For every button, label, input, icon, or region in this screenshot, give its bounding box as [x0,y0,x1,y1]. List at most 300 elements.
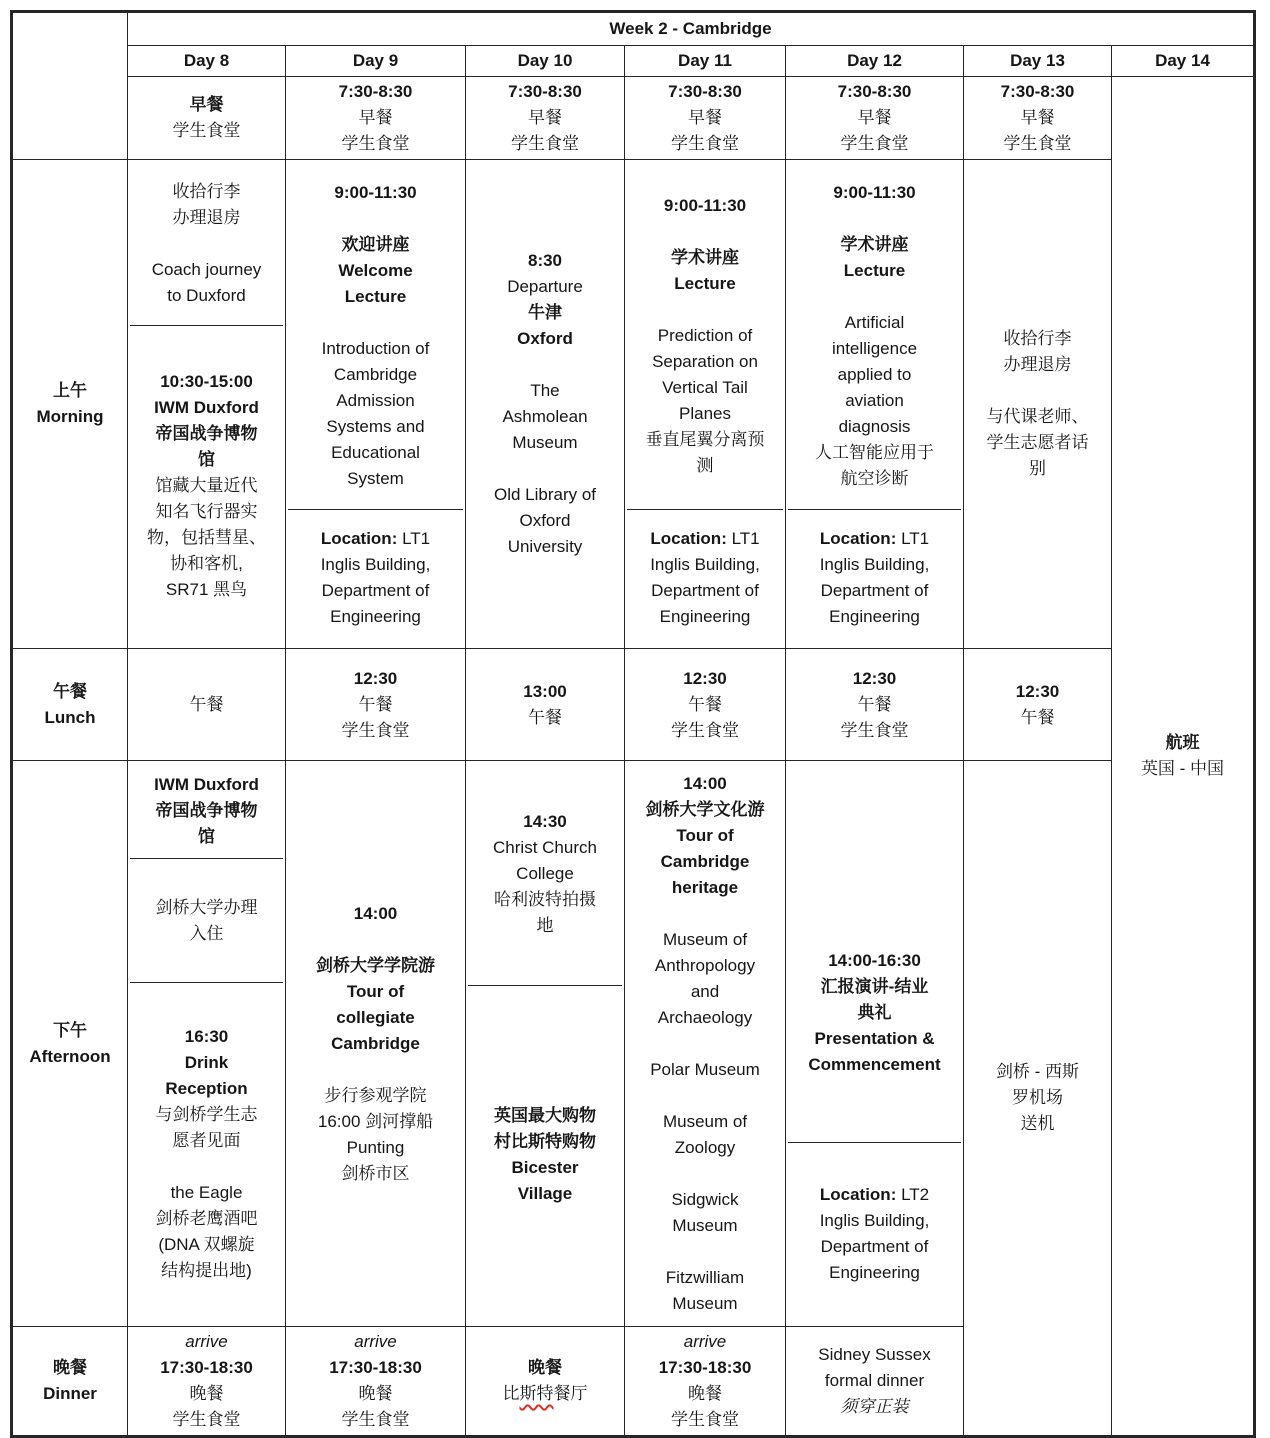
row-breakfast [12,77,1255,160]
lunch-day13 [964,649,1112,761]
text-segment: Presentation & [814,1028,935,1048]
text-segment: Lecture [344,286,407,306]
text-segment: 早餐 [688,108,722,127]
day-header-12 [786,46,964,77]
text-line [839,414,911,440]
text-segment: Location: [320,529,398,548]
text-line [650,526,759,552]
text-segment: 学生食堂 [840,720,909,740]
text-segment: 知名飞行器实 [155,502,258,521]
text-line [288,1407,463,1433]
text-line [288,1109,463,1135]
text-line [288,1161,463,1187]
text-line [288,1355,463,1381]
dinner-day8 [128,1327,286,1437]
text-line [154,395,259,421]
text-line [627,1135,783,1161]
text-segment: 10:30-15:00 [160,372,253,391]
text-segment: Artificial [844,312,905,332]
text-line [156,499,258,525]
text-segment: 上午 [53,381,87,400]
text-segment: Drink [184,1052,229,1072]
text-line [966,430,1109,456]
text-segment: 结构提出地) [161,1260,252,1280]
text-segment: Engineering [829,1262,920,1282]
text-segment: 地 [536,916,554,935]
text-segment: 剑桥大学文化游 [645,799,765,819]
breakfast-day10 [466,77,625,160]
text-line [660,604,751,630]
text-segment: Fitzwilliam [665,1267,745,1287]
text-segment: Vertical Tail [662,377,748,397]
text-line [204,1154,209,1180]
text-line [342,232,410,258]
text-line [627,105,783,131]
text-line [494,1103,596,1129]
text-segment: System [347,468,404,488]
text-segment: Zoology [674,1137,736,1157]
text-line [345,284,406,310]
row-day-headers [12,46,1255,77]
day-header-14 [1112,46,1255,77]
text-line [788,48,961,74]
text-segment: 学生食堂 [511,134,579,153]
text-segment: applied to [837,364,912,384]
text-segment: 别 [1029,459,1046,478]
text-segment: arrive [354,1332,397,1351]
text-line [173,205,241,231]
text-segment: 13:00 [523,681,567,701]
text-segment: IWM Duxford [154,774,259,794]
text-segment: Museum [672,1215,738,1235]
row-morning [12,160,1255,649]
text-line [627,1031,783,1057]
text-line [966,705,1109,731]
text-segment: formal dinner [824,1371,925,1390]
text-line [468,1381,622,1407]
text-line [330,604,421,630]
text-line [966,131,1109,157]
text-line [627,1187,783,1213]
text-segment: 测 [696,455,714,475]
text-segment: LT2 [896,1184,930,1204]
text-line [821,1234,929,1260]
text-segment: Inglis Building, [320,555,431,574]
text-line [147,525,266,551]
flight-day14 [1112,77,1255,1437]
text-segment: Lunch [44,707,96,727]
text-line [468,105,622,131]
text-segment: Cambridge [333,364,418,384]
text-line [468,300,622,326]
text-segment: 入住 [189,923,224,943]
text-segment: Day 8 [183,51,230,70]
text-segment: 早餐 [528,108,562,127]
text-line [326,414,424,440]
text-segment: 学生食堂 [671,720,739,740]
row-label-dinner [12,1327,128,1437]
morning-day9-stack [288,162,463,646]
text-segment: 7:30-8:30 [338,82,413,101]
text-segment: Week 2 - Cambridge [609,19,772,38]
text-segment: Department of [651,581,759,600]
text-segment: 步行参观学院 [324,1085,427,1105]
text-segment: Day 13 [1010,51,1065,70]
text-segment: Christ Church [493,838,597,857]
text-segment: arrive [185,1332,228,1351]
text-line [1114,756,1251,782]
text-line [627,1161,783,1187]
morning-day12-lecture [788,162,961,509]
text-line [627,1355,783,1381]
text-segment: 学术讲座 [671,247,739,267]
text-segment: LT1 [397,529,431,548]
text-line [627,1083,783,1109]
afternoon-day8 [128,761,286,1327]
text-line [15,705,125,731]
text-line [322,578,430,604]
text-line [966,1059,1109,1085]
text-line [966,404,1109,430]
text-segment: 晚餐 [528,1358,562,1377]
text-segment: Planes [679,403,731,423]
dinner-day9 [286,1327,466,1437]
text-segment: 剑桥市区 [341,1163,410,1183]
text-line [627,823,783,849]
text-line [658,323,753,349]
morning-day8-stack [130,162,283,646]
text-line [468,48,622,74]
text-segment: 与代课老师、 [986,407,1089,426]
text-segment: 欢迎讲座 [341,234,410,254]
text-segment: IWM Duxford [154,398,259,417]
text-segment: 协和客机, [170,554,243,573]
text-line [966,1111,1109,1137]
text-segment: LT1 [896,529,930,548]
text-line [288,953,463,979]
text-segment: 晚餐 [358,1384,393,1403]
text-line [966,352,1109,378]
text-segment: Separation on [652,351,758,371]
lunch-day9 [286,649,466,761]
text-segment: 学生食堂 [341,134,410,153]
text-line [627,979,783,1005]
text-segment: 餐厅 [553,1384,588,1403]
text-line [334,180,416,206]
text-line [966,456,1109,482]
text-line [820,526,929,552]
text-line [829,604,920,630]
text-line [288,666,463,692]
text-segment: SR71 黑鸟 [165,580,248,599]
text-line [494,1129,596,1155]
text-line [627,131,783,157]
text-segment: Department of [321,581,430,600]
text-line [468,482,622,508]
text-segment: Inglis Building, [650,555,760,574]
text-segment: Lecture [674,273,736,293]
text-segment: Introduction of [321,338,430,358]
text-line [198,824,215,850]
text-segment: 下午 [53,1020,87,1040]
text-segment: Coach journey [151,259,262,279]
text-line [627,797,783,823]
text-line [173,179,241,205]
text-segment: 早餐 [358,108,393,127]
text-line [288,48,463,74]
text-line [627,771,783,797]
morning-day9 [286,160,466,649]
text-line [820,1208,930,1234]
text-line [627,1057,783,1083]
text-segment: 办理退房 [172,207,241,227]
text-line [156,473,258,499]
text-line [1114,730,1251,756]
text-segment: 须穿正装 [840,1397,909,1416]
text-line [468,430,622,456]
text-line [288,1031,463,1057]
text-line [321,526,430,552]
text-segment: 物，包括彗星、 [147,528,266,547]
text-segment: Day 14 [1155,51,1210,70]
text-line [468,79,622,105]
afternoon-day10-christ-church [468,763,622,985]
text-segment: 14:30 [523,812,567,831]
text-line [788,105,961,131]
text-segment: 村比斯特购物 [494,1132,596,1151]
text-segment: 学生食堂 [840,134,909,153]
text-segment: 学生食堂 [671,134,739,153]
text-line [173,1128,241,1154]
text-segment: Oxford [519,511,571,530]
text-line [130,1381,283,1407]
text-line [703,219,708,245]
text-segment: Admission [336,390,415,410]
morning-day10 [466,160,625,649]
text-segment: Systems and [326,416,425,436]
text-line [468,248,622,274]
text-segment: 午餐 [189,694,224,714]
row-label-morning [12,160,128,649]
text-line [627,1329,783,1355]
text-segment: 午餐 [857,694,892,714]
text-segment: 17:30-18:30 [658,1358,752,1377]
lunch-day10 [466,649,625,761]
text-segment: 学生志愿者话 [986,433,1089,452]
text-segment: 剑桥老鹰酒吧 [155,1208,258,1228]
text-line [160,369,253,395]
text-segment: Departure [507,277,583,296]
text-line [966,326,1109,352]
text-line [468,326,622,352]
text-segment: 学生食堂 [341,720,410,740]
text-segment: 收拾行李 [172,181,241,201]
afternoon-day9 [286,761,466,1327]
text-segment: Dinner [43,1384,97,1403]
text-segment: 16:00 剑河撑船 [317,1111,434,1131]
text-segment: 14:00 [683,773,727,793]
text-segment: Sidney Sussex [818,1345,931,1364]
text-line [288,1135,463,1161]
text-segment: 送机 [1020,1114,1055,1133]
text-line [171,1180,243,1206]
text-segment: Prediction of [657,325,753,345]
text-line [468,679,622,705]
lunch-day8 [128,649,286,761]
text-line [627,718,783,744]
afternoon-day11 [625,761,786,1327]
text-line [966,1085,1109,1111]
text-line [627,79,783,105]
morning-day11-stack [627,162,783,646]
text-segment: University [507,537,583,556]
text-segment: 学生食堂 [1003,134,1072,153]
text-line [373,206,378,232]
text-segment: 办理退房 [1003,355,1072,374]
text-line [627,927,783,953]
text-segment: 7:30-8:30 [837,82,912,101]
text-line [820,1182,929,1208]
text-segment: Inglis Building, [819,555,930,574]
text-segment: Museum [512,433,578,452]
text-segment: 早餐 [189,95,224,114]
text-line [167,283,245,309]
text-line [872,284,877,310]
morning-day12-stack [788,162,961,646]
afternoon-day10-bicester [468,985,622,1324]
text-line [288,105,463,131]
text-segment: Museum [672,1293,738,1313]
schedule-table [10,10,1256,1438]
text-line [288,1005,463,1031]
text-segment: Museum of [662,929,748,949]
text-segment: 牛津 [528,303,562,322]
text-segment: Village [517,1184,573,1203]
afternoon-day8-stack [130,763,283,1324]
text-line [820,552,930,578]
text-segment: 学生食堂 [341,1410,410,1429]
text-segment: 晚餐 [189,1384,224,1403]
morning-day8-iwm-duxford [130,325,283,646]
dinner-day12 [786,1327,964,1437]
text-line [516,861,574,887]
afternoon-day13-airport-transfer [964,761,1112,1437]
text-line [331,440,420,466]
text-segment: Location: [819,529,897,548]
morning-day12-location [788,509,961,646]
text-segment: 英国最大购物 [494,1106,596,1125]
afternoon-day10 [466,761,625,1327]
text-line [815,1026,935,1052]
text-line [156,895,258,921]
text-line [821,578,929,604]
text-line [703,297,708,323]
text-segment: 英国 - 中国 [1140,759,1225,778]
text-segment: Commencement [808,1054,941,1074]
text-line [288,131,463,157]
text-line [347,466,404,492]
breakfast-day13 [964,77,1112,160]
text-line [130,16,1251,42]
text-segment: Department of [820,1236,929,1256]
morning-day11-location [627,509,783,646]
morning-day9-location [288,509,463,646]
text-segment: 12:30 [1015,681,1060,701]
text-line [627,1213,783,1239]
text-segment: Polar Museum [650,1059,760,1079]
afternoon-day12-stack [788,763,961,1324]
text-line [156,1102,258,1128]
text-line [858,1000,892,1026]
text-line [156,421,258,447]
text-line [130,692,283,718]
text-line [288,692,463,718]
text-line [165,1076,247,1102]
text-line [829,1260,920,1286]
afternoon-day8-drink-reception [130,982,283,1324]
text-line [627,1109,783,1135]
text-line [288,927,463,953]
text-line [288,1083,463,1109]
morning-day9-welcome-lecture [288,162,463,509]
text-line [838,362,912,388]
text-segment: Inglis Building, [819,1210,930,1230]
text-segment: 罗机场 [1012,1088,1063,1107]
text-segment: (DNA 双螺旋 [158,1234,255,1254]
text-line [828,948,921,974]
text-line [288,718,463,744]
row-afternoon [12,761,1255,1327]
text-line [154,772,259,798]
text-segment: 8:30 [527,251,563,270]
text-line [152,257,262,283]
text-segment: Anthropology [654,955,756,975]
text-segment: 14:00 [353,903,398,923]
afternoon-day12-location [788,1142,961,1324]
text-segment: 帝国战争博物 [155,800,258,820]
text-line [679,401,731,427]
day-header-9 [286,46,466,77]
text-line [627,48,783,74]
text-line [468,456,622,482]
text-segment: Sidgwick [671,1189,739,1209]
text-segment: Day 10 [517,51,573,70]
text-line [468,352,622,378]
text-line [627,1381,783,1407]
text-line [288,1057,463,1083]
text-line [130,1407,283,1433]
text-segment: Museum of [662,1111,748,1131]
text-line [511,1155,578,1181]
text-line [788,131,961,157]
text-line [788,79,961,105]
text-line [627,953,783,979]
text-segment: collegiate [336,1007,415,1027]
text-line [198,447,215,473]
text-line [808,1052,940,1078]
text-line [671,245,739,271]
text-line [190,921,224,947]
text-segment: heritage [671,877,739,897]
afternoon-day8-checkin [130,858,283,982]
text-line [468,378,622,404]
text-line [651,578,759,604]
text-segment: 剑桥大学办理 [155,897,258,917]
afternoon-day8-iwm [130,763,283,858]
text-line [966,105,1109,131]
text-line [627,1265,783,1291]
text-segment: 17:30-18:30 [329,1358,422,1377]
